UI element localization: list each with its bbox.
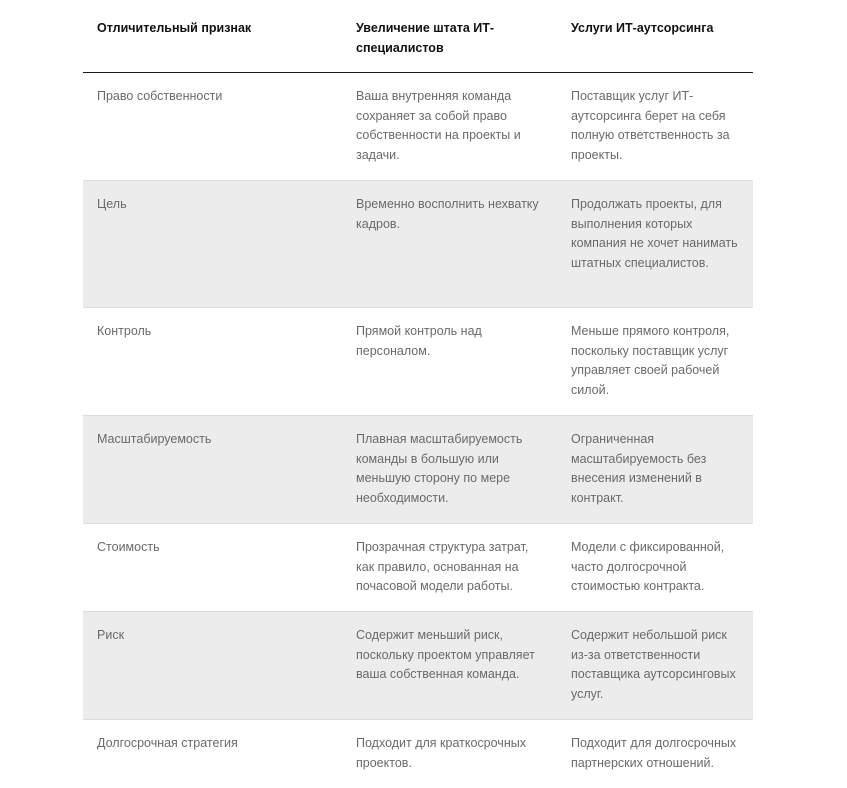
table-row — [83, 416, 753, 524]
row-staff-augmentation-cell: Временно восполнить нехватку кадров. — [342, 181, 557, 308]
comparison-table — [83, 10, 753, 788]
table-row — [83, 308, 753, 416]
row-outsourcing-cell: Меньше прямого контроля, поскольку поставщик услуг управляет своей рабочей силой. — [557, 308, 753, 416]
header-feature: Отличительный признак — [83, 10, 342, 73]
row-feature-cell: Контроль — [83, 308, 342, 416]
table-row — [83, 73, 753, 181]
row-feature-cell: Долгосрочная стратегия — [83, 720, 342, 788]
table-row — [83, 181, 753, 308]
header-staff-augmentation: Увеличение штата ИТ-специалистов — [342, 10, 557, 73]
table-row — [83, 524, 753, 612]
row-outsourcing-cell: Продолжать проекты, для выполнения которых компания не хочет нанимать штатных специалистов. — [557, 181, 753, 308]
row-staff-augmentation-cell: Прозрачная структура затрат, как правило, основанная на почасовой модели работы. — [342, 524, 557, 612]
row-staff-augmentation-cell: Содержит меньший риск, поскольку проектом управляет ваша собственная команда. — [342, 612, 557, 720]
row-outsourcing-cell: Ограниченная масштабируемость без внесения изменений в контракт. — [557, 416, 753, 524]
table-row — [83, 720, 753, 788]
row-staff-augmentation-cell: Плавная масштабируемость команды в большую или меньшую сторону по мере необходимости. — [342, 416, 557, 524]
row-feature-cell: Масштабируемость — [83, 416, 342, 524]
row-feature-cell: Стоимость — [83, 524, 342, 612]
row-feature-cell: Право собственности — [83, 73, 342, 181]
row-outsourcing-cell: Модели с фиксированной, часто долгосрочной стоимостью контракта. — [557, 524, 753, 612]
row-staff-augmentation-cell: Прямой контроль над персоналом. — [342, 308, 557, 416]
row-staff-augmentation-cell: Подходит для краткосрочных проектов. — [342, 720, 557, 788]
row-staff-augmentation-cell: Ваша внутренняя команда сохраняет за собой право собственности на проекты и задачи. — [342, 73, 557, 181]
table-row — [83, 612, 753, 720]
row-feature-cell: Риск — [83, 612, 342, 720]
row-feature-cell: Цель — [83, 181, 342, 308]
row-outsourcing-cell: Поставщик услуг ИТ-аутсорсинга берет на себя полную ответственность за проекты. — [557, 73, 753, 181]
header-it-outsourcing: Услуги ИТ-аутсорсинга — [557, 10, 753, 73]
row-outsourcing-cell: Подходит для долгосрочных партнерских отношений. — [557, 720, 753, 788]
table-header-row — [83, 10, 753, 73]
row-outsourcing-cell: Содержит небольшой риск из-за ответственности поставщика аутсорсинговых услуг. — [557, 612, 753, 720]
